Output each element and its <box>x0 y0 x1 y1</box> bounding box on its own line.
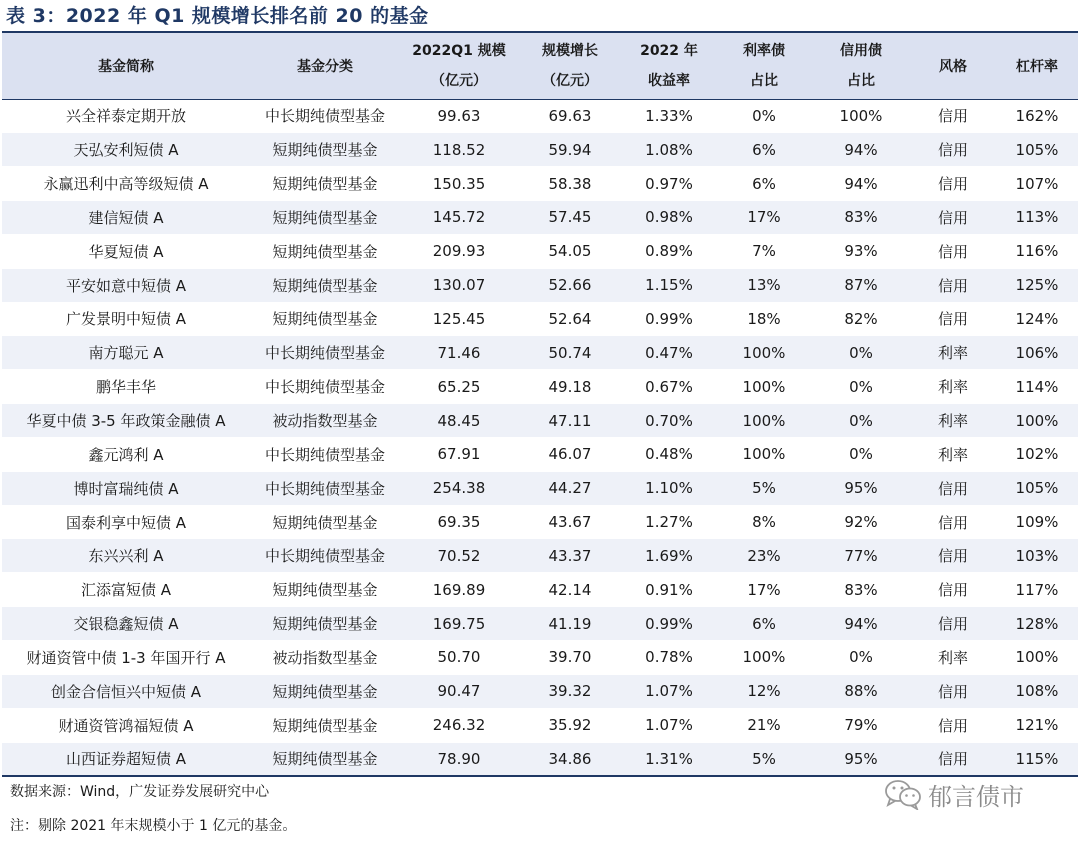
rate-bond-share-cell: 100% <box>716 336 812 370</box>
fund-leverage-cell: 113% <box>996 201 1078 235</box>
header-credit-bond-share: 信用债 占比 <box>812 33 910 99</box>
fund-leverage-cell: 124% <box>996 302 1078 336</box>
fund-return-cell: 0.48% <box>622 437 716 471</box>
table-row <box>2 201 1078 235</box>
fund-style-cell: 信用 <box>910 573 996 607</box>
rate-bond-share-cell: 0% <box>716 99 812 133</box>
fund-name-cell: 永赢迅利中高等级短债 A <box>2 167 250 201</box>
fund-category-cell: 短期纯债型基金 <box>250 505 400 539</box>
rate-bond-share-cell: 100% <box>716 370 812 404</box>
fund-style-cell: 利率 <box>910 641 996 675</box>
credit-bond-share-cell: 82% <box>812 302 910 336</box>
fund-growth-cell: 41.19 <box>518 607 622 641</box>
fund-category-cell: 中长期纯债型基金 <box>250 336 400 370</box>
fund-growth-cell: 49.18 <box>518 370 622 404</box>
fund-size-cell: 70.52 <box>400 539 518 573</box>
fund-growth-cell: 52.64 <box>518 302 622 336</box>
rate-bond-share-cell: 12% <box>716 674 812 708</box>
fund-growth-cell: 47.11 <box>518 404 622 438</box>
fund-growth-cell: 34.86 <box>518 742 622 776</box>
table-row <box>2 437 1078 471</box>
fund-return-cell: 0.97% <box>622 167 716 201</box>
rate-bond-share-cell: 17% <box>716 573 812 607</box>
fund-size-cell: 118.52 <box>400 133 518 167</box>
fund-leverage-cell: 100% <box>996 404 1078 438</box>
rate-bond-share-cell: 13% <box>716 268 812 302</box>
header-leverage: 杠杆率 <box>996 33 1078 99</box>
fund-name-cell: 山西证券超短债 A <box>2 742 250 776</box>
fund-size-cell: 69.35 <box>400 505 518 539</box>
credit-bond-share-cell: 83% <box>812 573 910 607</box>
rate-bond-share-cell: 23% <box>716 539 812 573</box>
fund-name-cell: 天弘安利短债 A <box>2 133 250 167</box>
table-row <box>2 505 1078 539</box>
credit-bond-share-cell: 83% <box>812 201 910 235</box>
fund-name-cell: 广发景明中短债 A <box>2 302 250 336</box>
fund-growth-cell: 50.74 <box>518 336 622 370</box>
fund-leverage-cell: 125% <box>996 268 1078 302</box>
fund-size-cell: 254.38 <box>400 471 518 505</box>
fund-leverage-cell: 121% <box>996 708 1078 742</box>
rate-bond-share-cell: 5% <box>716 742 812 776</box>
fund-growth-cell: 42.14 <box>518 573 622 607</box>
fund-category-cell: 短期纯债型基金 <box>250 742 400 776</box>
fund-return-cell: 1.15% <box>622 268 716 302</box>
header-return: 2022 年 收益率 <box>622 33 716 99</box>
table-header-row <box>2 33 1078 99</box>
header-growth: 规模增长 （亿元） <box>518 33 622 99</box>
fund-category-cell: 中长期纯债型基金 <box>250 539 400 573</box>
fund-leverage-cell: 105% <box>996 133 1078 167</box>
fund-growth-cell: 35.92 <box>518 708 622 742</box>
fund-growth-cell: 39.32 <box>518 674 622 708</box>
fund-style-cell: 利率 <box>910 336 996 370</box>
fund-leverage-cell: 128% <box>996 607 1078 641</box>
fund-size-cell: 71.46 <box>400 336 518 370</box>
credit-bond-share-cell: 0% <box>812 404 910 438</box>
fund-growth-cell: 43.37 <box>518 539 622 573</box>
fund-size-cell: 209.93 <box>400 234 518 268</box>
fund-size-cell: 169.75 <box>400 607 518 641</box>
fund-style-cell: 信用 <box>910 539 996 573</box>
fund-leverage-cell: 108% <box>996 674 1078 708</box>
wechat-icon <box>884 778 922 810</box>
fund-name-cell: 财通资管中债 1-3 年国开行 A <box>2 641 250 675</box>
fund-growth-cell: 54.05 <box>518 234 622 268</box>
fund-return-cell: 0.47% <box>622 336 716 370</box>
credit-bond-share-cell: 94% <box>812 607 910 641</box>
fund-category-cell: 被动指数型基金 <box>250 404 400 438</box>
fund-name-cell: 国泰利享中短债 A <box>2 505 250 539</box>
fund-style-cell: 信用 <box>910 742 996 776</box>
fund-size-cell: 90.47 <box>400 674 518 708</box>
fund-leverage-cell: 107% <box>996 167 1078 201</box>
fund-name-cell: 东兴兴利 A <box>2 539 250 573</box>
fund-return-cell: 0.67% <box>622 370 716 404</box>
fund-name-cell: 汇添富短债 A <box>2 573 250 607</box>
fund-name-cell: 鹏华丰华 <box>2 370 250 404</box>
rate-bond-share-cell: 8% <box>716 505 812 539</box>
fund-size-cell: 50.70 <box>400 641 518 675</box>
fund-return-cell: 0.99% <box>622 607 716 641</box>
table-row <box>2 167 1078 201</box>
fund-name-cell: 华夏中债 3-5 年政策金融债 A <box>2 404 250 438</box>
fund-size-cell: 130.07 <box>400 268 518 302</box>
header-style: 风格 <box>910 33 996 99</box>
fund-category-cell: 短期纯债型基金 <box>250 573 400 607</box>
fund-growth-cell: 57.45 <box>518 201 622 235</box>
fund-growth-cell: 44.27 <box>518 471 622 505</box>
fund-category-cell: 短期纯债型基金 <box>250 302 400 336</box>
fund-style-cell: 信用 <box>910 471 996 505</box>
fund-leverage-cell: 106% <box>996 336 1078 370</box>
fund-name-cell: 创金合信恒兴中短债 A <box>2 674 250 708</box>
fund-name-cell: 鑫元鸿利 A <box>2 437 250 471</box>
fund-growth-cell: 52.66 <box>518 268 622 302</box>
header-size: 2022Q1 规模 （亿元） <box>400 33 518 99</box>
fund-category-cell: 中长期纯债型基金 <box>250 370 400 404</box>
fund-category-cell: 短期纯债型基金 <box>250 133 400 167</box>
fund-size-cell: 67.91 <box>400 437 518 471</box>
fund-style-cell: 信用 <box>910 234 996 268</box>
fund-return-cell: 1.07% <box>622 674 716 708</box>
credit-bond-share-cell: 94% <box>812 133 910 167</box>
fund-table <box>2 33 1078 777</box>
table-row <box>2 674 1078 708</box>
source-note: 数据来源：Wind，广发证券发展研究中心 <box>10 784 270 800</box>
table-row <box>2 99 1078 133</box>
rate-bond-share-cell: 6% <box>716 133 812 167</box>
fund-return-cell: 0.91% <box>622 573 716 607</box>
fund-category-cell: 被动指数型基金 <box>250 641 400 675</box>
header-rate-bond-share: 利率债 占比 <box>716 33 812 99</box>
fund-return-cell: 1.27% <box>622 505 716 539</box>
credit-bond-share-cell: 77% <box>812 539 910 573</box>
footnote: 注：剔除 2021 年末规模小于 1 亿元的基金。 <box>10 818 297 834</box>
watermark-text: 郁言债市 <box>928 782 1024 811</box>
fund-category-cell: 短期纯债型基金 <box>250 607 400 641</box>
fund-growth-cell: 59.94 <box>518 133 622 167</box>
fund-growth-cell: 39.70 <box>518 641 622 675</box>
fund-name-cell: 华夏短债 A <box>2 234 250 268</box>
watermark <box>884 774 1054 814</box>
credit-bond-share-cell: 95% <box>812 742 910 776</box>
fund-leverage-cell: 114% <box>996 370 1078 404</box>
fund-style-cell: 信用 <box>910 167 996 201</box>
credit-bond-share-cell: 79% <box>812 708 910 742</box>
fund-category-cell: 中长期纯债型基金 <box>250 99 400 133</box>
credit-bond-share-cell: 92% <box>812 505 910 539</box>
fund-style-cell: 利率 <box>910 404 996 438</box>
fund-leverage-cell: 162% <box>996 99 1078 133</box>
credit-bond-share-cell: 94% <box>812 167 910 201</box>
rate-bond-share-cell: 5% <box>716 471 812 505</box>
fund-growth-cell: 69.63 <box>518 99 622 133</box>
fund-style-cell: 信用 <box>910 302 996 336</box>
fund-leverage-cell: 102% <box>996 437 1078 471</box>
rate-bond-share-cell: 6% <box>716 607 812 641</box>
fund-leverage-cell: 116% <box>996 234 1078 268</box>
credit-bond-share-cell: 0% <box>812 370 910 404</box>
fund-leverage-cell: 115% <box>996 742 1078 776</box>
fund-category-cell: 中长期纯债型基金 <box>250 471 400 505</box>
fund-size-cell: 99.63 <box>400 99 518 133</box>
fund-name-cell: 博时富瑞纯债 A <box>2 471 250 505</box>
table-row <box>2 268 1078 302</box>
fund-return-cell: 1.10% <box>622 471 716 505</box>
table-row <box>2 471 1078 505</box>
fund-name-cell: 财通资管鸿福短债 A <box>2 708 250 742</box>
fund-leverage-cell: 109% <box>996 505 1078 539</box>
rate-bond-share-cell: 6% <box>716 167 812 201</box>
credit-bond-share-cell: 88% <box>812 674 910 708</box>
credit-bond-share-cell: 100% <box>812 99 910 133</box>
fund-size-cell: 246.32 <box>400 708 518 742</box>
fund-category-cell: 中长期纯债型基金 <box>250 437 400 471</box>
table-row <box>2 133 1078 167</box>
table-row <box>2 573 1078 607</box>
fund-name-cell: 交银稳鑫短债 A <box>2 607 250 641</box>
fund-return-cell: 0.89% <box>622 234 716 268</box>
fund-style-cell: 利率 <box>910 437 996 471</box>
fund-name-cell: 平安如意中短债 A <box>2 268 250 302</box>
table-row <box>2 641 1078 675</box>
fund-size-cell: 48.45 <box>400 404 518 438</box>
fund-leverage-cell: 105% <box>996 471 1078 505</box>
fund-leverage-cell: 100% <box>996 641 1078 675</box>
fund-return-cell: 0.78% <box>622 641 716 675</box>
table-row <box>2 336 1078 370</box>
credit-bond-share-cell: 93% <box>812 234 910 268</box>
credit-bond-share-cell: 0% <box>812 641 910 675</box>
fund-return-cell: 1.08% <box>622 133 716 167</box>
header-name: 基金简称 <box>2 33 250 99</box>
fund-style-cell: 信用 <box>910 268 996 302</box>
fund-return-cell: 1.07% <box>622 708 716 742</box>
credit-bond-share-cell: 0% <box>812 336 910 370</box>
rate-bond-share-cell: 100% <box>716 404 812 438</box>
rate-bond-share-cell: 7% <box>716 234 812 268</box>
credit-bond-share-cell: 0% <box>812 437 910 471</box>
table-row <box>2 742 1078 776</box>
fund-style-cell: 信用 <box>910 674 996 708</box>
rate-bond-share-cell: 21% <box>716 708 812 742</box>
fund-style-cell: 信用 <box>910 99 996 133</box>
rate-bond-share-cell: 100% <box>716 641 812 675</box>
header-category: 基金分类 <box>250 33 400 99</box>
fund-return-cell: 1.69% <box>622 539 716 573</box>
fund-style-cell: 信用 <box>910 607 996 641</box>
fund-name-cell: 南方聪元 A <box>2 336 250 370</box>
fund-size-cell: 125.45 <box>400 302 518 336</box>
fund-name-cell: 建信短债 A <box>2 201 250 235</box>
fund-category-cell: 短期纯债型基金 <box>250 167 400 201</box>
fund-style-cell: 利率 <box>910 370 996 404</box>
fund-style-cell: 信用 <box>910 505 996 539</box>
fund-growth-cell: 58.38 <box>518 167 622 201</box>
table-row <box>2 370 1078 404</box>
fund-size-cell: 78.90 <box>400 742 518 776</box>
fund-category-cell: 短期纯债型基金 <box>250 708 400 742</box>
rate-bond-share-cell: 17% <box>716 201 812 235</box>
table-row <box>2 708 1078 742</box>
fund-growth-cell: 43.67 <box>518 505 622 539</box>
rate-bond-share-cell: 100% <box>716 437 812 471</box>
table-row <box>2 607 1078 641</box>
fund-size-cell: 169.89 <box>400 573 518 607</box>
table-row <box>2 302 1078 336</box>
fund-category-cell: 短期纯债型基金 <box>250 201 400 235</box>
fund-category-cell: 短期纯债型基金 <box>250 234 400 268</box>
fund-return-cell: 0.98% <box>622 201 716 235</box>
fund-leverage-cell: 103% <box>996 539 1078 573</box>
fund-return-cell: 0.70% <box>622 404 716 438</box>
fund-growth-cell: 46.07 <box>518 437 622 471</box>
fund-return-cell: 1.31% <box>622 742 716 776</box>
table-title: 表 3：2022 年 Q1 规模增长排名前 20 的基金 <box>6 5 429 27</box>
credit-bond-share-cell: 87% <box>812 268 910 302</box>
fund-size-cell: 150.35 <box>400 167 518 201</box>
fund-return-cell: 1.33% <box>622 99 716 133</box>
fund-leverage-cell: 117% <box>996 573 1078 607</box>
rate-bond-share-cell: 18% <box>716 302 812 336</box>
fund-category-cell: 短期纯债型基金 <box>250 674 400 708</box>
table-row <box>2 539 1078 573</box>
credit-bond-share-cell: 95% <box>812 471 910 505</box>
fund-style-cell: 信用 <box>910 201 996 235</box>
table-row <box>2 234 1078 268</box>
table-row <box>2 404 1078 438</box>
fund-size-cell: 145.72 <box>400 201 518 235</box>
fund-return-cell: 0.99% <box>622 302 716 336</box>
fund-style-cell: 信用 <box>910 708 996 742</box>
fund-category-cell: 短期纯债型基金 <box>250 268 400 302</box>
fund-style-cell: 信用 <box>910 133 996 167</box>
fund-name-cell: 兴全祥泰定期开放 <box>2 99 250 133</box>
fund-size-cell: 65.25 <box>400 370 518 404</box>
